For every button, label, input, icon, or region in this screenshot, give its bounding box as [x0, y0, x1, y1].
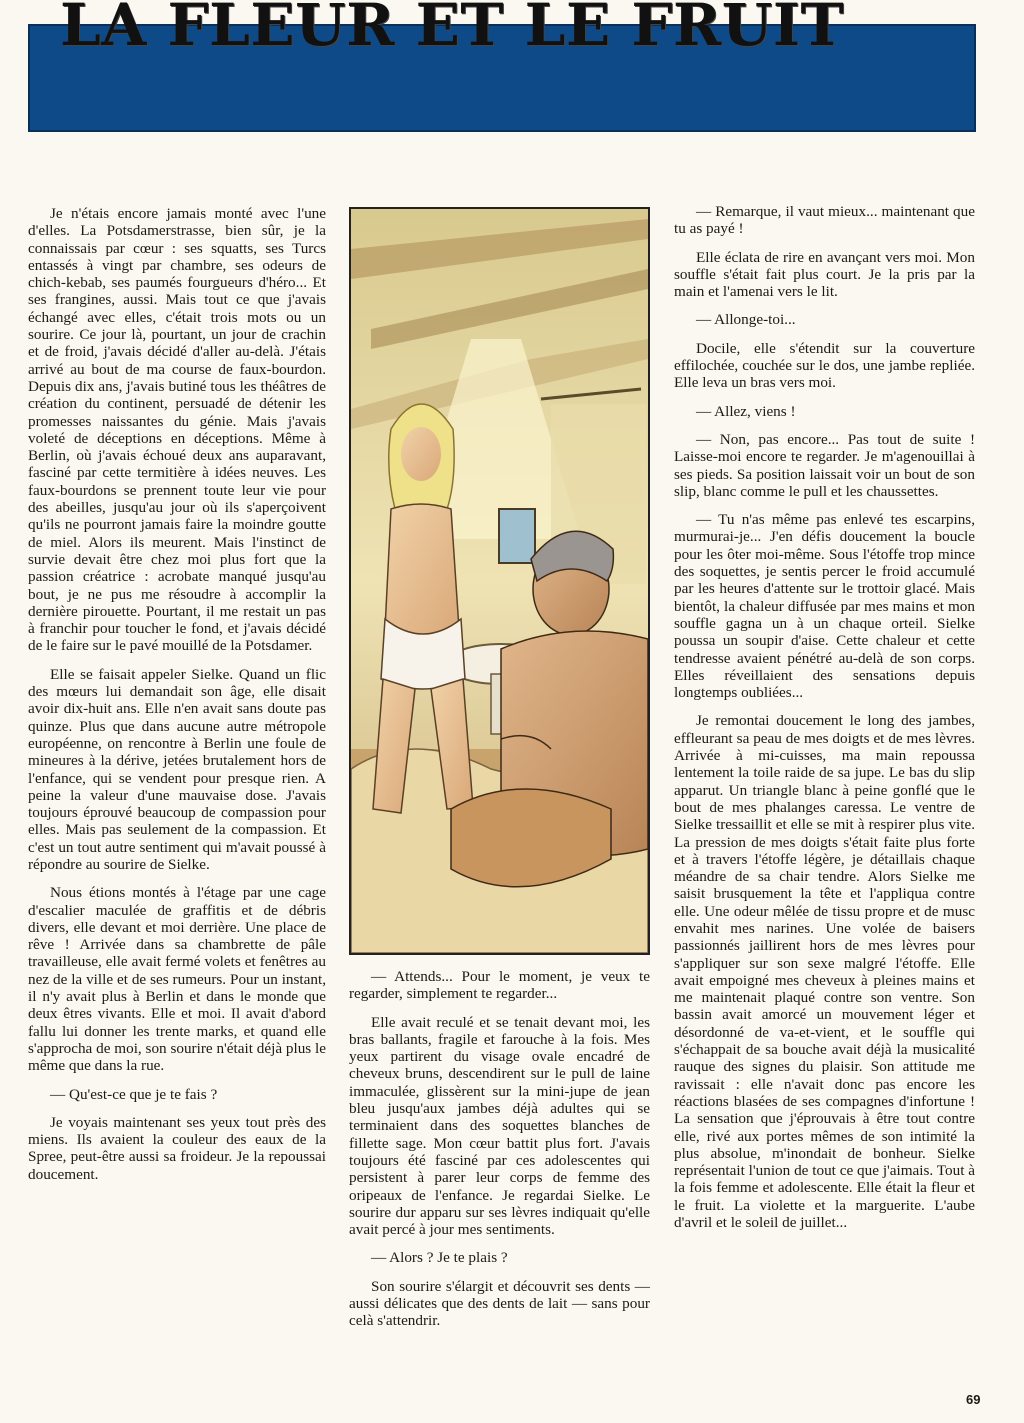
paragraph: — Allez, viens ! — [696, 402, 796, 420]
paragraph: Docile, elle s'étendit sur la couverture effilochée, couchée sur le dos, une jambe repliée. Elle leva un bras vers moi. — [674, 339, 975, 392]
illustration-drawing — [351, 209, 648, 953]
paragraph: Elle se faisait appeler Sielke. Quand un flic des mœurs lui demandait son âge, elle disait avoir dix-huit ans. Elle n'en avait sans doute pas quinze. Plus que dans aucune autre métropole européenne, on rencontre à Berlin une foule de mineures à la dérive, jetées brutalement hors de l'enfance, qui se vendent pour presque rien. A peine la valeur d'une mauvaise dose. J'avais toujours éprouvé beaucoup de compassion pour elles. Mais pas seulement de la compassion. Et c'est un tout autre sentiment qui m'avait poussé à répondre au sourire de Sielke. — [28, 665, 326, 873]
paragraph: Son sourire s'élargit et découvrit ses dents — aussi délicates que des dents de lait — sans pour celà s'attendrir. — [349, 1277, 650, 1330]
paragraph: — Remarque, il vaut mieux... maintenant que tu as payé ! — [674, 203, 975, 238]
text-column-1 — [28, 205, 326, 1194]
paragraph: Elle avait reculé et se tenait devant moi, les bras ballants, fragile et farouche à la fois. Mes yeux partirent du visage ovale encadré de cheveux bruns, descendirent sur le pull de laine immaculée, glissèrent sur la mini-jupe de jean bleu jusqu'aux jambes déjà adultes qui se terminaient dans des soquettes blanches de fillette sage. Mon cœur battit plus fort. J'avais toujours été fasciné par ces adolescentes qui persistent à parer leur corps de femme des oripeaux de l'enfance. Je regardai Sielke. Le sourire dur apparu sur ses lèvres indiquait qu'elle avait percé à jour mes sentiments. — [349, 1013, 650, 1239]
paragraph: Je remontai doucement le long des jambes, effleurant sa peau de mes doigts et de mes lèvres. Arrivée à mi-cuisses, ma main repoussa lentement la toile raide de sa jupe. Le bas du slip apparut. Un triangle blanc à peine gonflé que le bout de mes phalanges caressa. Le ventre de Sielke tressaillit et elle se mit à respirer plus vite. La pression de mes doigts s'était faite plus forte et à travers l'étoffe légère, je détaillais chaque méandre de sa chair tendre. Alors Sielke me saisit brusquement la tête et l'appliqua contre elle. Une odeur mêlée de tissu propre et de musc envahit mes narines. Une volée de baisers passionnés jaillirent hors de mes lèvres pour s'appliquer sur son sexe malgré l'étoffe. Elle avait empoigné mes cheveux à pleines mains et me maintenait plaqué contre son ventre. Son bassin avait amorcé un mouvement léger et désordonné de va-et-vient, et le souffle qui s'échappait de sa bouche avait déjà la musicalité rauque des signes du plaisir. Son attitude me ravissait : elle n'avait donc pas encore les réactions blasées de ses compagnes d'infortune ! La sensation que j'éprouvais à être tout contre elle, rivé aux portes mêmes de son intimité la plus absolue, m'inondait de bonheur. Sielke représentait l'union de tout ce que j'aimais. Tout à la fois femme et adolescente. Elle était la fleur et le fruit. La violette et la marguerite. L'aube d'avril et le soleil de juillet... — [674, 712, 975, 1232]
paragraph: Elle éclata de rire en avançant vers moi. Mon souffle s'était fait plus court. Je la pris par la main et l'amenai vers le lit. — [674, 248, 975, 301]
paragraph: — Tu n'as même pas enlevé tes escarpins, murmurai-je... J'en défis doucement la boucle pour les ôter moi-même. Sous l'étoffe trop mince des soquettes, je sentis percer le froid accumulé par les heures d'attente sur le trottoir glacé. Mais bientôt, la chaleur diffusée par mes mains et mon souffle gagna un à un chaque orteil. Sielke poussa un soupir d'aise. Cette chaleur et cette tendresse avaient pénétré au-delà de son corps. Elles réveillaient des sensations depuis longtemps oubliées... — [674, 511, 975, 702]
paragraph: — Allonge-toi... — [696, 311, 796, 329]
text-column-3 — [674, 203, 975, 1242]
page-number: 69 — [966, 1392, 981, 1407]
paragraph: Nous étions montés à l'étage par une cage d'escalier maculée de graffitis et de débris divers, elle devant et moi derrière. Une place de rêve ! Arrivée dans sa chambrette de pâle travailleuse, elle avait fermé volets et fenêtres au nez de la ville et de ses rumeurs. Pour un instant, il n'y avait plus à Berlin et dans le monde que deux êtres vivants. Elle et moi. Il avait d'abord fallu lui donner les trente marks, et quand elle s'approcha de moi, son sourire n'était déjà plus le même que dans la rue. — [28, 884, 326, 1075]
paragraph: Je voyais maintenant ses yeux tout près des miens. Ils avaient la couleur des eaux de la Spree, peut-être aussi sa froideur. Je la repoussai doucement. — [28, 1113, 326, 1183]
paragraph: — Attends... Pour le moment, je veux te regarder, simplement te regarder... — [349, 968, 650, 1003]
comic-illustration — [349, 207, 650, 955]
paragraph: Je n'étais encore jamais monté avec l'une d'elles. La Potsdamerstrasse, bien sûr, je la connaissais par cœur : ses squatts, ses Turcs entassés à vingt par chambre, ses odeurs de chich-kebab, ses paumés fourgueurs d'héro... Et ses frangines, aussi. Mais tout ce que j'avais échangé avec elles, c'était trois mots ou un sourire. Ce jour là, pourtant, un jour de crachin et de froid, j'avais décidé d'aller au-delà. J'étais arrivé au bout de ma course de faux-bourdon. Depuis dix ans, j'avais butiné tous les théâtres de création du continent, persuadé de détenir les promesses naissantes du génie. Mais j'avais voleté de déceptions en déceptions. Même à Berlin, où j'avais échoué deux ans auparavant, fasciné par cette termitière à idées neuves. Les faux-bourdons se prennent toute leur vie pour des abeilles, jusqu'au jour où ils s'aperçoivent qu'ils ne pourront jamais faire la moindre goutte de miel. Alors ils meurent. Mais l'instinct de survie devait être chez moi plus fort que la passion créatrice : acrobate manqué jusqu'au bout, je ne pus me résoudre à accomplir la dernière pirouette. Pourtant, il me restait un pas à franchir pour toucher le fond, et j'avais décidé de le faire sur le pavé mouillé de la Potsdamer. — [28, 205, 326, 655]
article-title: LA FLEUR ET LE FRUIT — [60, 0, 845, 59]
paragraph: — Alors ? Je te plais ? — [371, 1249, 508, 1267]
paragraph: — Non, pas encore... Pas tout de suite ! Laisse-moi encore te regarder. Je m'agenouillai à ses pieds. Sa position laissait voir un bout de son slip, blanc comme le pull et les chaussettes. — [674, 430, 975, 500]
text-column-2 — [349, 968, 650, 1341]
paragraph: — Qu'est-ce que je te fais ? — [50, 1085, 218, 1103]
